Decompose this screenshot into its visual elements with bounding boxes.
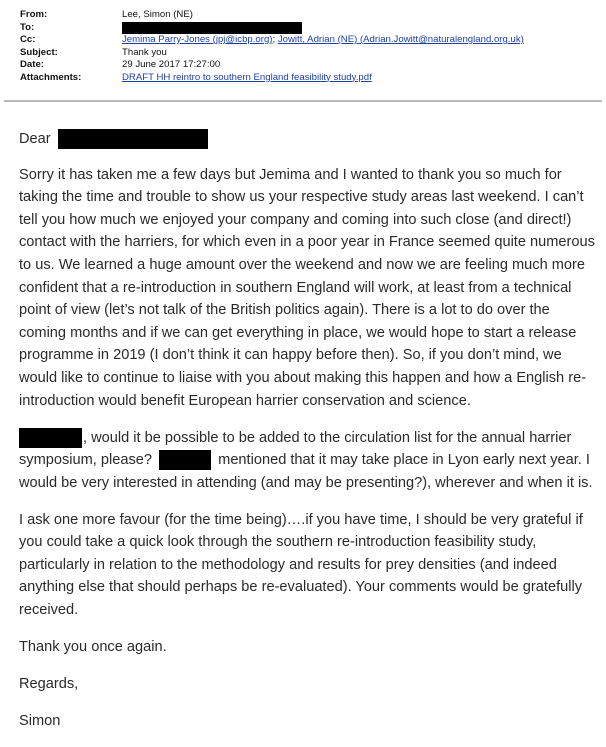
cc-link-adrian[interactable]: Jowitt, Adrian (NE) (Adrian.Jowitt@naturalengland.org.uk) [277, 34, 524, 45]
date-row [20, 59, 600, 72]
attachments-row [20, 72, 600, 85]
greeting: Dear [19, 131, 51, 147]
paragraph-symposium [19, 427, 599, 495]
cc-label: Cc: [20, 34, 36, 45]
to-label: To: [20, 21, 35, 33]
header-divider [4, 100, 602, 102]
recipient-redaction [58, 129, 208, 149]
cc-separator: ; [272, 34, 276, 45]
from-label: From: [20, 9, 48, 20]
from-row [20, 9, 600, 22]
subject-label: Subject: [20, 46, 58, 58]
subject-row [20, 47, 600, 60]
email-header [20, 9, 600, 84]
email-body [19, 128, 599, 747]
greeting-line [19, 128, 599, 151]
paragraph-symposium-part1: , would it be possible to be added to the circulation list for the annual harrier symposium, please? [19, 429, 572, 469]
to-row [20, 22, 600, 35]
signature: Simon [19, 713, 61, 730]
name-redaction-1 [19, 428, 82, 448]
from-value: Lee, Simon (NE) [122, 9, 193, 20]
paragraph-favour: I ask one more favour (for the time being)….if you have time, I should be very grateful if you could take a quick look through the southern re-introduction feasibility study, particularly in relation to the methodology and results for prey densities (and indeed anything else that should perhaps be re-evaluated). Your comments would be gratefully received. [19, 511, 583, 619]
to-redaction [122, 22, 302, 34]
paragraph-thanks: Sorry it has taken me a few days but Jemima and I wanted to thank you so much for taking the time and trouble to show us your respective study areas last weekend. I can’t tell you how much we enjoyed your company and coming into such close (and direct!) contact with the harriers, for which even in a poor year in France seemed quite numerous to us. We learned a huge amount over the weekend and now we are feeling much more confident that a re-introduction in southern England will work, at least from a technical point of view (let’s not talk of the British politics again). There is a lot to do over the coming months and if we can get everything in place, we would hope to start a release programme in 2019 (I don’t think it can happy before then). So, if you don’t mind, we would like to continue to liaise with you about making this happen and how a English re-introduction would benefit European harrier conservation and science. [19, 166, 595, 409]
date-value: 29 June 2017 17:27:00 [122, 59, 221, 70]
date-label: Date: [20, 59, 44, 70]
name-redaction-2 [159, 450, 211, 470]
thanks-line: Thank you once again. [19, 639, 167, 656]
attachments-label: Attachments: [20, 71, 82, 83]
subject-value: Thank you [122, 46, 167, 58]
cc-link-jemima[interactable]: Jemima Parry-Jones (jpj@icbp.org) [122, 34, 273, 45]
attachment-link[interactable]: DRAFT HH reintro to southern England feasibility study.pdf [122, 71, 372, 83]
cc-row [20, 34, 600, 47]
paragraph-symposium-part2: mentioned that it may take place in Lyon early next year. I would be very interested in attending (and may be presenting?), wherever and when it is. [19, 452, 593, 491]
regards-line: Regards, [19, 676, 79, 693]
